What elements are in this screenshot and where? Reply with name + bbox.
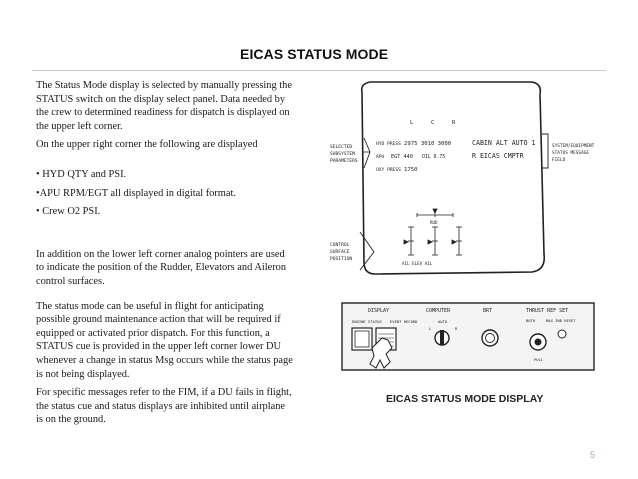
panel-auto-label: AUTO: [438, 319, 448, 324]
control-surface-scales: [404, 227, 462, 255]
panel-r-label: R: [455, 326, 458, 331]
thrust-ref-knob-center: [535, 339, 542, 346]
panel-thrust-ref-label: THRUST REF SET: [526, 308, 569, 314]
page-number: 5: [590, 450, 596, 460]
panel-computer-label: COMPUTER: [426, 308, 451, 314]
panel-brt-label: BRT: [483, 308, 493, 314]
oxy-press-value: 1750: [404, 167, 418, 173]
bullet-o2: • Crew O2 PSI.: [36, 206, 101, 218]
callout-control-2: SURFACE: [330, 250, 350, 255]
hyd-press-values: 2975 3010 3000: [404, 141, 452, 147]
eicas-status-figure: [300, 72, 630, 417]
cabin-alt-message: CABIN ALT AUTO 1: [472, 139, 536, 147]
rudder-indicator: [417, 209, 453, 217]
max-ind-reset-button[interactable]: [558, 330, 566, 338]
ail-elev-ail-labels: AIL ELEV AIL: [402, 261, 433, 266]
callout-selected-1: SELECTED: [330, 145, 353, 150]
callout-system-bracket: [542, 134, 548, 168]
hyd-press-label: HYD PRESS: [376, 142, 401, 147]
callout-selected-2: SUBSYSTEM: [330, 152, 355, 157]
callout-selected-bracket: [364, 138, 370, 168]
paragraph-fim: For specific messages refer to the FIM, if a DU fails in flight, the status cue and status displays are inhibited until airplane is on the ground.: [36, 387, 292, 426]
callout-selected-3: PARAMETERS: [330, 159, 358, 164]
callout-system-3: FIELD: [552, 158, 566, 163]
callout-system-2: STATUS MESSAGE: [552, 151, 590, 156]
callout-control-3: POSITION: [330, 257, 353, 262]
computer-knob-pointer: [440, 330, 444, 345]
panel-engine-status-label: ENGINE STATUS: [352, 319, 382, 324]
panel-pull-label: PULL: [534, 357, 544, 362]
panel-both-label: BOTH: [526, 318, 536, 323]
eicas-cmptr-message: R EICAS CMPTR: [472, 152, 524, 160]
panel-event-record-label: EVENT RECORD: [390, 319, 418, 324]
col-l-label: L: [410, 120, 414, 126]
panel-l-label: L: [429, 326, 432, 331]
apu-oil: OIL 0.75: [422, 155, 446, 160]
panel-display-label: DISPLAY: [368, 308, 390, 314]
col-r-label: R: [452, 120, 456, 126]
oxy-press-label: OXY PRESS: [376, 168, 401, 173]
apu-egt: EGT 440: [391, 154, 413, 160]
apu-label: APU: [376, 155, 385, 160]
brightness-knob[interactable]: [482, 330, 498, 346]
figure-caption: EICAS STATUS MODE DISPLAY: [386, 393, 544, 405]
callout-control-bracket: [360, 232, 374, 270]
callout-system-1: SYSTEM/EQUIPMENT: [552, 144, 595, 149]
title-divider: [32, 70, 606, 71]
bullet-apu: •APU RPM/EGT all displayed in digital format.: [36, 187, 236, 199]
rud-label: RUD: [430, 220, 438, 225]
paragraph-ground-maintenance: The status mode can be useful in flight for anticipating possible ground maintenance action that will be required if equipped or activated prior dispatch. For this function, a STATUS cue is provided in the upper left corner lower DU whenever a change in status Msg occurs while the status page is not being displayed.: [36, 300, 293, 380]
bullet-hyd: • HYD QTY and PSI.: [36, 168, 127, 180]
paragraph-analog-pointers: In addition on the lower left corner analog pointers are used to indicate the position of the Rudder, Elevators and Aileron control surfaces.: [36, 248, 287, 287]
page-title: EICAS STATUS MODE: [240, 46, 389, 62]
callout-control-1: CONTROL: [330, 243, 350, 248]
paragraph-upper-right: On the upper right corner the following are displayed: [36, 139, 258, 151]
crt-screen-frame: [362, 82, 545, 274]
panel-max-ind-reset-label: MAX IND RESET: [546, 318, 576, 323]
paragraph-status-mode: The Status Mode display is selected by manually pressing the STATUS switch on the display select panel. Data needed by the crew to determined readiness for dispatch is displayed on the upper left corner.: [36, 80, 292, 132]
col-c-label: C: [431, 120, 435, 126]
body-text: [36, 79, 294, 427]
